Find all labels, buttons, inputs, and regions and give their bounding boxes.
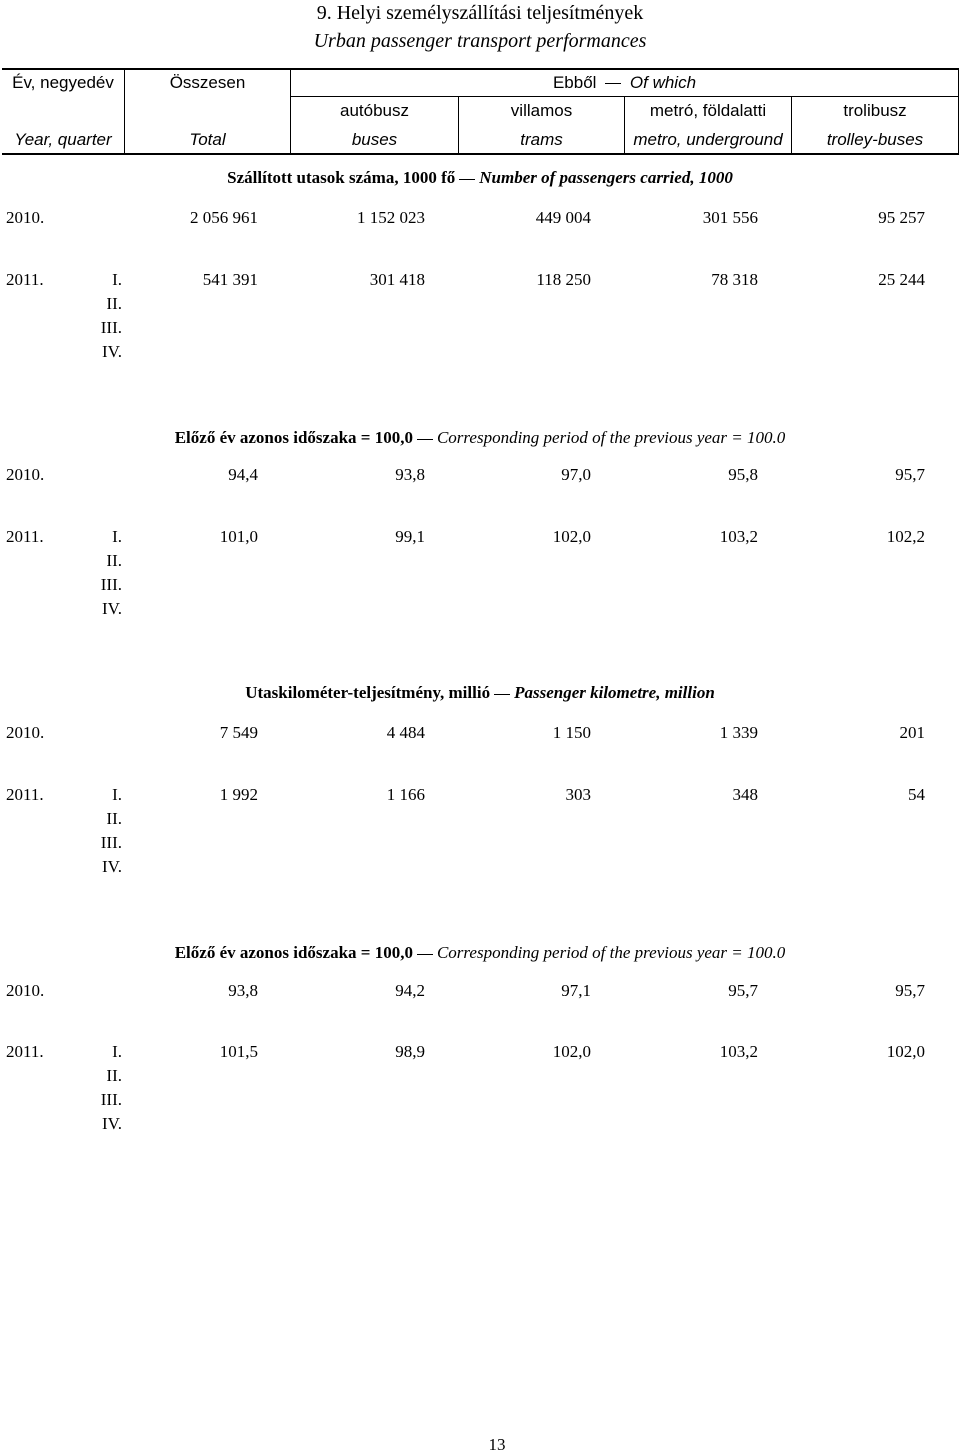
total-en: Total xyxy=(189,130,226,149)
value-total: 94,4 xyxy=(228,465,258,484)
value-buses: 94,2 xyxy=(395,981,425,1000)
section-heading-hu: Utaskilométer-teljesítmény, millió xyxy=(245,683,491,702)
year-label: 2011. xyxy=(6,527,44,546)
year-label: 2011. xyxy=(6,1042,44,1061)
of-which-en: Of which xyxy=(629,73,697,92)
title-en: Urban passenger transport performances xyxy=(313,30,647,52)
value-trolley: 95 257 xyxy=(878,208,925,227)
section-heading-en: Corresponding period of the previous year = 100.0 xyxy=(436,428,786,447)
value-total: 7 549 xyxy=(219,723,258,742)
value-trolley: 95,7 xyxy=(895,465,925,484)
quarter-label: II. xyxy=(106,294,122,313)
total-hu: Összesen xyxy=(169,73,246,92)
value-buses: 93,8 xyxy=(395,465,425,484)
title-hu: 9. Helyi személyszállítási teljesítmények xyxy=(316,2,644,24)
col-trolley-en: trolley-buses xyxy=(826,130,924,149)
page-number: 13 xyxy=(488,1435,506,1454)
value-trams: 102,0 xyxy=(552,527,591,546)
quarter-label: II. xyxy=(106,1066,122,1085)
value-buses: 1 166 xyxy=(386,785,425,804)
value-metro: 103,2 xyxy=(719,527,758,546)
value-trams: 1 150 xyxy=(552,723,591,742)
value-trams: 449 004 xyxy=(535,208,591,227)
value-trams: 118 250 xyxy=(536,270,591,289)
value-total: 93,8 xyxy=(228,981,258,1000)
value-total: 101,0 xyxy=(219,527,258,546)
value-total: 2 056 961 xyxy=(190,208,258,227)
quarter-label: I. xyxy=(112,527,122,546)
value-trolley: 102,0 xyxy=(886,1042,925,1061)
year-quarter-en: Year, quarter xyxy=(14,130,112,149)
value-trams: 97,0 xyxy=(561,465,591,484)
section-heading-en: Corresponding period of the previous year = 100.0 xyxy=(436,943,786,962)
dash-separator xyxy=(459,179,475,180)
header-bottom-border xyxy=(2,153,959,155)
page-title xyxy=(0,2,960,24)
value-trolley: 102,2 xyxy=(886,527,925,546)
value-trolley: 95,7 xyxy=(895,981,925,1000)
value-trams: 102,0 xyxy=(552,1042,591,1061)
value-buses: 301 418 xyxy=(369,270,425,289)
section-heading xyxy=(0,168,960,188)
dash-separator xyxy=(417,439,433,440)
value-metro: 95,8 xyxy=(728,465,758,484)
year-label: 2010. xyxy=(6,208,45,227)
quarter-label: IV. xyxy=(102,599,122,618)
col-buses-hu: autóbusz xyxy=(340,101,409,120)
col-buses-en: buses xyxy=(351,130,398,149)
year-label: 2010. xyxy=(6,981,45,1000)
year-label: 2011. xyxy=(6,785,44,804)
col-trolley-hu: trolibusz xyxy=(843,101,907,120)
value-trolley: 54 xyxy=(908,785,925,804)
quarter-label: I. xyxy=(112,270,122,289)
value-total: 101,5 xyxy=(219,1042,258,1061)
value-metro: 103,2 xyxy=(719,1042,758,1061)
dash-separator xyxy=(417,954,433,955)
value-trolley: 25 244 xyxy=(878,270,925,289)
section-heading xyxy=(0,683,960,703)
value-buses: 1 152 023 xyxy=(357,208,425,227)
header-top-border xyxy=(2,68,959,70)
quarter-label: II. xyxy=(106,809,122,828)
section-heading xyxy=(0,428,960,448)
year-quarter-hu: Év, negyedév xyxy=(12,73,114,92)
of-which-hu: Ebből xyxy=(552,73,597,92)
quarter-label: I. xyxy=(112,785,122,804)
quarter-label: I. xyxy=(112,1042,122,1061)
dash-separator xyxy=(494,694,510,695)
value-buses: 98,9 xyxy=(395,1042,425,1061)
value-metro: 78 318 xyxy=(711,270,758,289)
year-label: 2010. xyxy=(6,723,45,742)
of-which-header xyxy=(291,73,958,93)
section-heading-hu: Előző év azonos időszaka = 100,0 xyxy=(174,428,413,447)
value-metro: 1 339 xyxy=(719,723,758,742)
quarter-label: IV. xyxy=(102,1114,122,1133)
col-metro-en: metro, underground xyxy=(633,130,783,149)
quarter-label: III. xyxy=(100,575,122,594)
header-right-border xyxy=(958,68,959,154)
section-heading-hu: Szállított utasok száma, 1000 fő xyxy=(227,168,456,187)
col-metro-hu: metró, földalatti xyxy=(649,101,767,120)
quarter-label: II. xyxy=(106,551,122,570)
col-trams-hu: villamos xyxy=(510,101,573,120)
quarter-label: III. xyxy=(100,833,122,852)
quarter-label: IV. xyxy=(102,857,122,876)
section-heading-en: Number of passengers carried, 1000 xyxy=(479,168,733,187)
quarter-label: III. xyxy=(100,318,122,337)
year-label: 2011. xyxy=(6,270,44,289)
dash-separator xyxy=(605,83,621,84)
quarter-label: III. xyxy=(100,1090,122,1109)
year-label: 2010. xyxy=(6,465,45,484)
value-total: 541 391 xyxy=(202,270,258,289)
section-heading-en: Passenger kilometre, million xyxy=(514,683,715,702)
col-trams-en: trams xyxy=(520,130,563,149)
value-trams: 97,1 xyxy=(561,981,591,1000)
value-trams: 303 xyxy=(565,785,591,804)
value-metro: 95,7 xyxy=(728,981,758,1000)
value-metro: 348 xyxy=(732,785,758,804)
section-heading-hu: Előző év azonos időszaka = 100,0 xyxy=(174,943,413,962)
value-trolley: 201 xyxy=(899,723,925,742)
value-buses: 4 484 xyxy=(386,723,425,742)
value-buses: 99,1 xyxy=(395,527,425,546)
quarter-label: IV. xyxy=(102,342,122,361)
value-metro: 301 556 xyxy=(702,208,758,227)
section-heading xyxy=(0,943,960,963)
value-total: 1 992 xyxy=(219,785,258,804)
